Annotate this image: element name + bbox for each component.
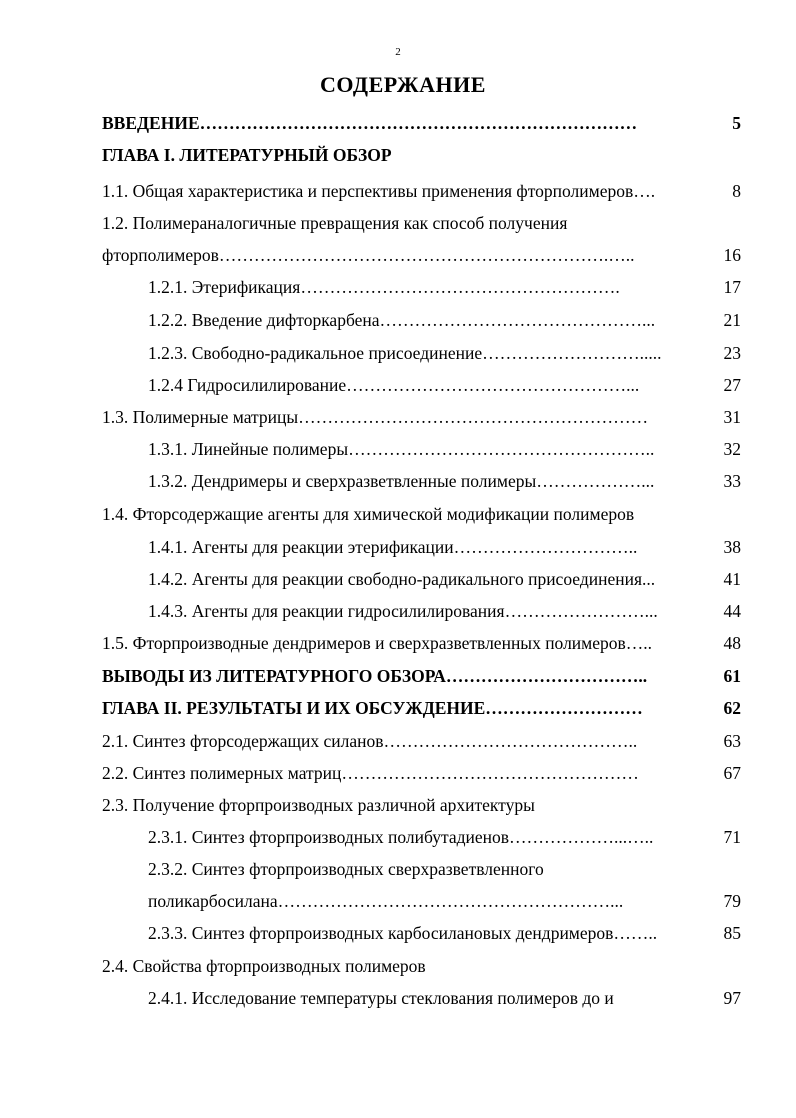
toc-entry-page: 62 [723,698,741,718]
toc-entry-2-3-2-cont[interactable] [0,886,796,916]
toc-entry-page: 21 [723,310,741,330]
toc-entry-page: 97 [723,988,741,1008]
toc-entry-2-1[interactable] [0,726,796,756]
toc-entry-1-1[interactable] [0,176,796,206]
toc-entry-text: 2.3.2. Синтез фторпроизводных сверхразветвленного [148,859,544,879]
toc-entry-text: 1.2.3. Свободно-радикальное присоединение………………………..... [148,343,662,363]
toc-entry-page: 44 [723,601,741,621]
toc-entry-text: фторполимеров………………………………………………………….….. [102,245,635,265]
toc-entry-page: 8 [732,181,741,201]
toc-entry-page: 41 [723,569,741,589]
toc-entry-1-2-4[interactable] [0,370,796,400]
toc-entry-page: 63 [723,731,741,751]
toc-entry-text: 2.4.1. Исследование температуры стеклования полимеров до и [148,988,614,1008]
toc-entry-1-2-2[interactable] [0,305,796,335]
toc-entry-page: 33 [723,471,741,491]
page-number: 2 [395,46,401,58]
toc-entry-text: 2.2. Синтез полимерных матриц…………………………………………… [102,763,639,783]
toc-entry-page: 38 [723,537,741,557]
toc-entry-2-4-1[interactable] [0,983,796,1013]
toc-entry-text: 1.2. Полимераналогичные превращения как способ получения [102,213,568,233]
toc-entry-1-4[interactable] [0,499,796,529]
toc-entry-text: 1.3.1. Линейные полимеры…………………………………………….. [148,439,655,459]
toc-entry-text: ВВЕДЕНИЕ………………………………………………………………… [102,113,638,133]
toc-entry-page: 79 [723,891,741,911]
toc-entry-2-3[interactable] [0,790,796,820]
toc-entry-1-3[interactable] [0,402,796,432]
toc-entry-1-5[interactable] [0,628,796,658]
toc-entry-text: 1.1. Общая характеристика и перспективы применения фторполимеров…. [102,181,656,201]
toc-entry-text: 2.4. Свойства фторпроизводных полимеров [102,956,426,976]
toc-entry-2-3-1[interactable] [0,822,796,852]
toc-entry-text: 1.4.1. Агенты для реакции этерификации………………………….. [148,537,638,557]
toc-entry-introduction[interactable] [0,108,796,138]
toc-entry-text: 2.1. Синтез фторсодержащих силанов…………………………………….. [102,731,638,751]
toc-entry-page: 67 [723,763,741,783]
toc-entry-2-3-3[interactable] [0,918,796,948]
toc-entry-page: 27 [723,375,741,395]
toc-entry-1-2[interactable] [0,208,796,238]
toc-entry-text: ВЫВОДЫ ИЗ ЛИТЕРАТУРНОГО ОБЗОРА…………………………….. [102,666,648,686]
page-title: СОДЕРЖАНИЕ [320,72,486,97]
toc-entry-text: 1.4. Фторсодержащие агенты для химической модификации полимеров [102,504,635,524]
toc-entry-page: 17 [723,277,741,297]
toc-entry-text: 1.3.2. Дендримеры и сверхразветвленные полимеры………………... [148,471,655,491]
toc-entry-1-4-2[interactable] [0,564,796,594]
toc-entry-text: ГЛАВА I. ЛИТЕРАТУРНЫЙ ОБЗОР [102,145,392,165]
toc-entry-text: 2.3. Получение фторпроизводных различной архитектуры [102,795,535,815]
toc-entry-page: 31 [723,407,741,427]
toc-entry-text: ГЛАВА II. РЕЗУЛЬТАТЫ И ИХ ОБСУЖДЕНИЕ……………………… [102,698,643,718]
toc-entry-1-4-3[interactable] [0,596,796,626]
toc-entry-text: 1.2.4 Гидросилилирование…………………………………………... [148,375,640,395]
toc-entry-text: поликарбосилана…………………………………………………... [148,891,624,911]
toc-entry-1-3-1[interactable] [0,434,796,464]
toc-entry-page: 32 [723,439,741,459]
toc-entry-text: 1.4.2. Агенты для реакции свободно-радикального присоединения... [148,569,656,589]
toc-entry-text: 1.2.1. Этерификация………………………………………………. [148,277,620,297]
toc-entry-conclusions[interactable] [0,661,796,691]
toc-entry-1-2-cont[interactable] [0,240,796,270]
toc-entry-text: 2.3.3. Синтез фторпроизводных карбосилановых дендримеров…….. [148,923,658,943]
toc-entry-1-4-1[interactable] [0,532,796,562]
toc-entry-page: 16 [723,245,741,265]
toc-entry-chapter-2[interactable] [0,693,796,723]
toc-entry-page: 23 [723,343,741,363]
toc-entry-text: 1.5. Фторпроизводные дендримеров и сверхразветвленных полимеров….. [102,633,653,653]
toc-entry-page: 85 [723,923,741,943]
toc-entry-text: 1.3. Полимерные матрицы…………………………………………………… [102,407,649,427]
toc-entry-page: 48 [723,633,741,653]
toc-entry-2-4[interactable] [0,951,796,981]
toc-entry-1-3-2[interactable] [0,466,796,496]
toc-entry-1-2-3[interactable] [0,338,796,368]
toc-entry-1-2-1[interactable] [0,272,796,302]
toc-entry-text: 1.2.2. Введение дифторкарбена………………………………………... [148,310,656,330]
toc-entry-text: 1.4.3. Агенты для реакции гидросилилирования……………………... [148,601,658,621]
toc-entry-2-3-2[interactable] [0,854,796,884]
toc-entry-text: 2.3.1. Синтез фторпроизводных полибутадиенов………………...….. [148,827,654,847]
toc-entry-page: 5 [732,113,741,133]
toc-entry-page: 71 [723,827,741,847]
toc-entry-page: 61 [723,666,741,686]
toc-entry-chapter-1[interactable] [0,140,796,170]
toc-entry-2-2[interactable] [0,758,796,788]
